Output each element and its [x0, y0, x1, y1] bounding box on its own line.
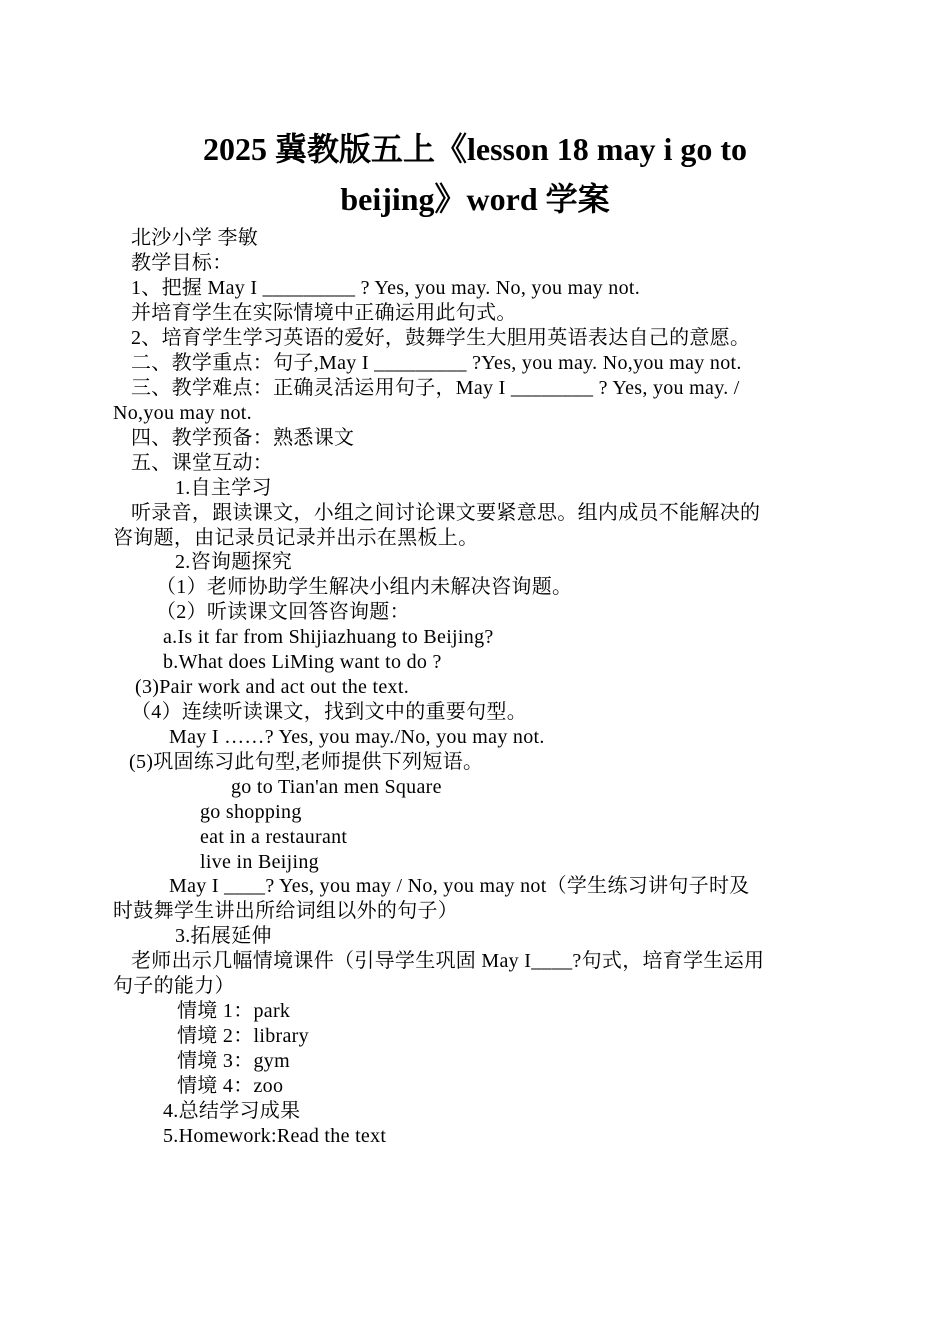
- question-a: a.Is it far from Shijiazhuang to Beijing?: [163, 626, 494, 648]
- phrase-2: go shopping: [200, 801, 302, 823]
- phrase-3: eat in a restaurant: [200, 826, 348, 848]
- section-key-points: 二、教学重点：句子,May I _________ ?Yes, you may. No,you may not.: [131, 352, 742, 374]
- step-3-text: 老师出示几幅情境课件（引导学生巩固 May I____?句式，培育学生运用: [131, 950, 765, 972]
- step-4-heading: 4.总结学习成果: [163, 1100, 301, 1122]
- step-1-heading: 1.自主学习: [175, 477, 272, 499]
- practice-sentence: May I ____? Yes, you may / No, you may not（学生练习讲句子时及: [169, 875, 750, 897]
- section-difficulties-cont: No,you may not.: [113, 402, 252, 424]
- section-difficulties: 三、教学难点：正确灵活运用句子，May I ________ ? Yes, you may. /: [131, 377, 740, 399]
- scenario-1: 情境 1：park: [177, 1000, 291, 1022]
- step-2-item-3: (3)Pair work and act out the text.: [135, 676, 410, 698]
- step-1-text-cont: 咨询题，由记录员记录并出示在黑板上。: [113, 527, 479, 549]
- step-1-text: 听录音，跟读课文，小组之间讨论课文要紧意思。组内成员不能解决的: [131, 502, 761, 524]
- step-2-item-2: （2）听读课文回答咨询题：: [156, 601, 410, 623]
- step-3-text-cont: 句子的能力）: [113, 975, 235, 997]
- document-title-line-1: 2025 冀教版五上《lesson 18 may i go to: [202, 131, 747, 167]
- step-2-item-4: （4）连续听读课文，找到文中的重要句型。: [131, 701, 527, 723]
- step-2-heading: 2.咨询题探究: [175, 551, 293, 573]
- step-3-heading: 3.拓展延伸: [175, 925, 272, 947]
- scenario-4: 情境 4：zoo: [177, 1075, 284, 1097]
- section-interaction: 五、课堂互动：: [131, 452, 274, 474]
- step-2-item-5: (5)巩固练习此句型,老师提供下列短语。: [129, 751, 484, 773]
- phrase-1: go to Tian'an men Square: [231, 776, 442, 798]
- practice-sentence-cont: 时鼓舞学生讲出所给词组以外的句子）: [113, 900, 459, 922]
- author-line: 北沙小学 李敏: [131, 227, 259, 249]
- scenario-3: 情境 3：gym: [177, 1050, 290, 1072]
- document-title-line-2: beijing》word 学案: [340, 181, 610, 217]
- section-heading-objectives: 教学目标：: [131, 252, 233, 274]
- question-b: b.What does LiMing want to do ?: [163, 651, 442, 673]
- objective-1-cont: 并培育学生在实际情境中正确运用此句式。: [131, 302, 517, 324]
- phrase-4: live in Beijing: [200, 851, 319, 873]
- step-5-homework: 5.Homework:Read the text: [163, 1125, 387, 1147]
- section-preparation: 四、教学预备：熟悉课文: [131, 427, 355, 449]
- scenario-2: 情境 2：library: [177, 1025, 309, 1047]
- key-sentence: May I ……? Yes, you may./No, you may not.: [169, 726, 545, 748]
- objective-2: 2、培育学生学习英语的爱好，鼓舞学生大胆用英语表达自己的意愿。: [131, 327, 751, 349]
- objective-1: 1、把握 May I _________ ? Yes, you may. No, you may not.: [131, 277, 641, 299]
- step-2-item-1: （1）老师协助学生解决小组内未解决咨询题。: [156, 576, 573, 598]
